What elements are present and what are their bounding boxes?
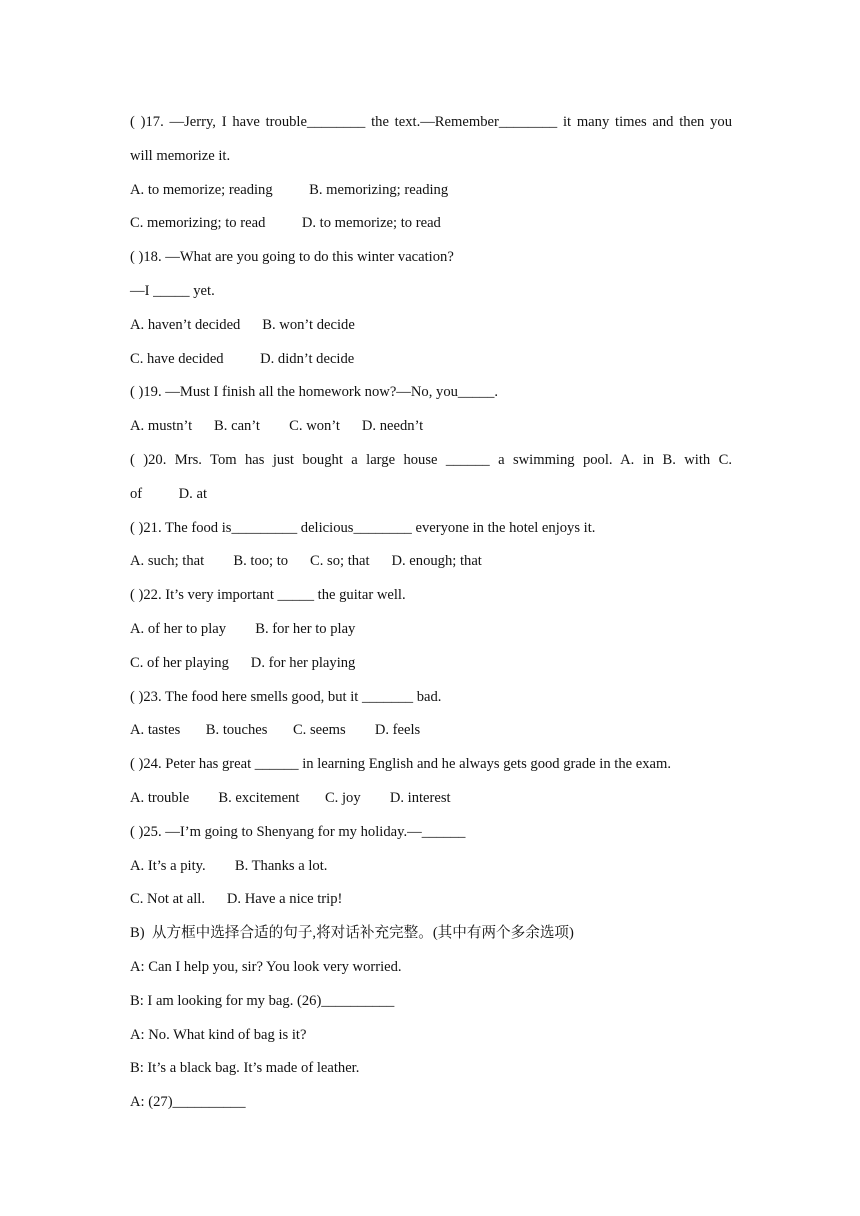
question-19-stem: ( )19. —Must I finish all the homework now?—No, you_____.: [130, 384, 499, 401]
dialogue-line-1: A: Can I help you, sir? You look very worried.: [130, 958, 402, 975]
question-25-stem: ( )25. —I’m going to Shenyang for my holiday.—______: [130, 823, 466, 840]
question-18-options-cd: C. have decided D. didn’t decide: [130, 350, 355, 367]
dialogue-line-2: B: I am looking for my bag. (26)__________: [130, 992, 395, 1009]
question-18-reply: —I _____ yet.: [130, 282, 215, 299]
dialogue-line-3: A: No. What kind of bag is it?: [130, 1026, 307, 1043]
dialogue-line-5: A: (27)__________: [130, 1094, 246, 1111]
question-17-options-ab: A. to memorize; reading B. memorizing; reading: [130, 181, 449, 198]
question-25-options-cd: C. Not at all. D. Have a nice trip!: [130, 891, 343, 908]
question-20-stem: ( )20. Mrs. Tom has just bought a large house ______ a swimming pool. A. in B. with C.: [130, 451, 732, 468]
question-21-stem: ( )21. The food is_________ delicious________ everyone in the hotel enjoys it.: [130, 519, 596, 536]
question-17-options-cd: C. memorizing; to read D. to memorize; to read: [130, 215, 441, 232]
dialogue-line-4: B: It’s a black bag. It’s made of leather.: [130, 1060, 360, 1077]
question-22-options-cd: C. of her playing D. for her playing: [130, 654, 356, 671]
question-19-options: A. mustn’t B. can’t C. won’t D. needn’t: [130, 418, 424, 435]
question-23-options: A. tastes B. touches C. seems D. feels: [130, 722, 421, 739]
question-22-stem: ( )22. It’s very important _____ the guitar well.: [130, 587, 406, 604]
section-b-heading: B) 从方框中选择合适的句子,将对话补充完整。(其中有两个多余选项): [130, 925, 574, 942]
question-17-stem-cont: will memorize it.: [130, 147, 231, 164]
question-21-options: A. such; that B. too; to C. so; that D. enough; that: [130, 553, 482, 570]
question-17-stem: ( )17. —Jerry, I have trouble________ the text.—Remember________ it many times and then you: [130, 114, 732, 130]
question-18-stem: ( )18. —What are you going to do this winter vacation?: [130, 249, 454, 266]
question-24-options: A. trouble B. excitement C. joy D. interest: [130, 789, 451, 806]
question-18-options-ab: A. haven’t decided B. won’t decide: [130, 316, 355, 333]
question-23-stem: ( )23. The food here smells good, but it _______ bad.: [130, 688, 442, 705]
question-text: [130, 110, 732, 1124]
question-20-options-cont: of D. at: [130, 485, 208, 502]
question-25-options-ab: A. It’s a pity. B. Thanks a lot.: [130, 857, 328, 874]
question-22-options-ab: A. of her to play B. for her to play: [130, 620, 356, 637]
question-24-stem: ( )24. Peter has great ______ in learning English and he always gets good grade in the exam.: [130, 756, 672, 773]
